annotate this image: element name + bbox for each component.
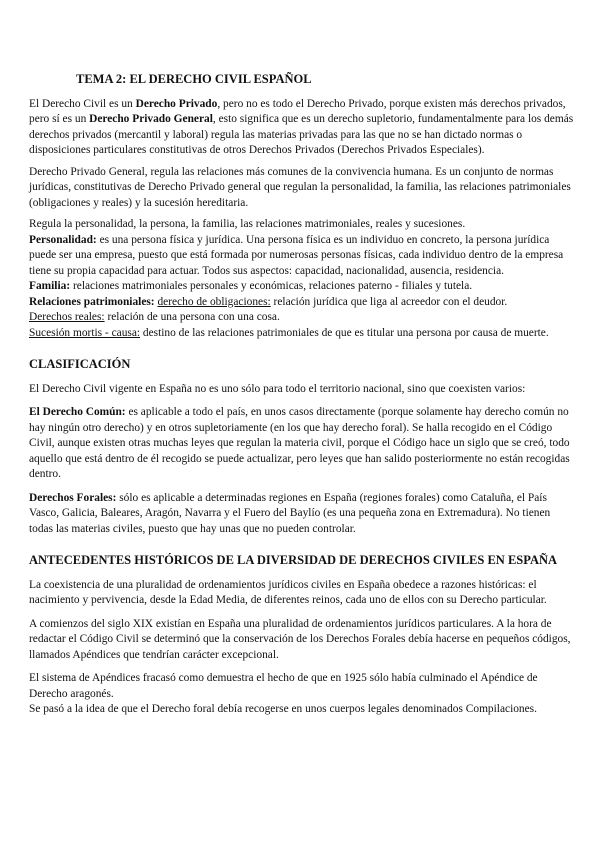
intro-text-1: El Derecho Civil es un (29, 97, 136, 110)
reales-paragraph (29, 310, 574, 326)
document-body (29, 72, 574, 718)
derechos-forales-text: sólo es aplicable a determinadas regiones en España (regiones forales) como Cataluña, el País Vasco, Galicia, Baleares, Aragón, Navarra y el Fuero del Baylío (es una pequeña zona en Extremadura). No tienen todas las materias civiles, puesto que hay unas que no pueden controlar. (29, 491, 551, 535)
antecedentes-p3: El sistema de Apéndices fracasó como demuestra el hecho de que en 1925 sólo había culminado el Apéndice de Derecho aragonés. (29, 672, 538, 700)
clasificacion-heading: CLASIFICACIÓN (29, 357, 131, 371)
relaciones-text: relación jurídica que liga al acreedor con el deudor. (270, 295, 508, 308)
document-title: TEMA 2: EL DERECHO CIVIL ESPAÑOL (76, 72, 312, 86)
antecedentes-p4: Se pasó a la idea de que el Derecho foral debía recogerse en unos cuerpos legales denominados Compilaciones. (29, 703, 537, 715)
regula-line: Regula la personalidad, la persona, la familia, las relaciones matrimoniales, reales y sucesiones. (29, 218, 466, 230)
intro-text-3: , esto significa que es un derecho supletorio, fundamentalmente para los demás derechos privados (mercantil y laboral) regula las materias privadas para las que no se han dictado normas o disposiciones particulares constitutivas de otros Derechos Privados (Derechos Privados Especiales). (29, 113, 574, 156)
derecho-comun-paragraph (29, 405, 574, 483)
antecedentes-p1: La coexistencia de una pluralidad de ordenamientos jurídicos civiles en España obedece a razones históricas: el nacimiento y pervivencia, desde la Edad Media, de diferentes reinos, cada uno de ellos con su Derecho particular. (29, 578, 547, 606)
personalidad-text: es una persona física y jurídica. Una persona física es un individuo en concreto, la persona jurídica puede ser una empresa, puesto que está formada por numerosas personas físicas, cada individuo dentro de la empresa tiene su propia capacidad para actuar. Todos sus aspectos: capacidad, nacionalidad, ausencia, residencia. (29, 233, 564, 277)
intro-paragraph (29, 97, 574, 159)
antecedentes-p2: A comienzos del siglo XIX existían en España una pluralidad de ordenamientos jurídicos particulares. A la hora de redactar el Código Civil se determinó que la conservación de los Derechos Forales debía hacerse en pequeños códigos, llamados Apéndices que tendrían carácter excepcional. (29, 617, 571, 661)
familia-paragraph (29, 279, 574, 295)
derechos-forales-paragraph (29, 491, 574, 538)
relaciones-label: Relaciones patrimoniales: (29, 295, 155, 308)
reales-text: relación de una persona con una cosa. (104, 311, 280, 323)
familia-text: relaciones matrimoniales personales y económicas, relaciones paterno - filiales y tutela. (70, 280, 473, 292)
personalidad-label: Personalidad: (29, 233, 97, 246)
derecho-comun-label: El Derecho Común: (29, 406, 126, 418)
intro-bold-2: Derecho Privado General (89, 113, 213, 125)
obligaciones-term: derecho de obligaciones: (157, 295, 271, 308)
derechos-forales-label: Derechos Forales: (29, 491, 117, 504)
clasificacion-intro: El Derecho Civil vigente en España no es uno sólo para todo el territorio nacional, sino que coexisten varios: (29, 382, 526, 395)
sucesion-paragraph (29, 326, 574, 342)
relaciones-paragraph (29, 295, 574, 311)
reales-term: Derechos reales: (29, 311, 105, 323)
sucesion-term: Sucesión mortis - causa: (29, 326, 141, 339)
antecedentes-heading: ANTECEDENTES HISTÓRICOS DE LA DIVERSIDAD DE DERECHOS CIVILES EN ESPAÑA (29, 553, 558, 567)
personalidad-paragraph (29, 233, 574, 280)
intro-text-2: , pero no es todo el Derecho Privado, porque existen más derechos privados, pero sí es un (29, 97, 566, 125)
intro-bold-1: Derecho Privado (135, 97, 218, 110)
familia-label: Familia: (29, 280, 71, 292)
dpg-paragraph: Derecho Privado General, regula las relaciones más comunes de la convivencia humana. Es un conjunto de normas jurídicas, constitutivas de Derecho Privado general que regulan la personalidad, la familia, las relaciones patrimoniales (obligaciones y reales) y la sucesión hereditaria. (29, 165, 571, 209)
derecho-comun-text: es aplicable a todo el país, en unos casos directamente (porque solamente hay derecho común no hay ningún otro derecho) y en otros supletoriamente (en los que hay derecho foral). Se halla recogido en el Código Civil, aunque existen otras muchas leyes que regulan la materia civil, porque el Código hace un siglo que se creó, todo aquello que está dentro de él recogido se puede actualizar, pero leyes que han salido posteriormente no están recogidas dentro. (29, 406, 570, 480)
sucesion-text: destino de las relaciones patrimoniales de que es titular una persona por causa de muerte. (140, 326, 549, 339)
